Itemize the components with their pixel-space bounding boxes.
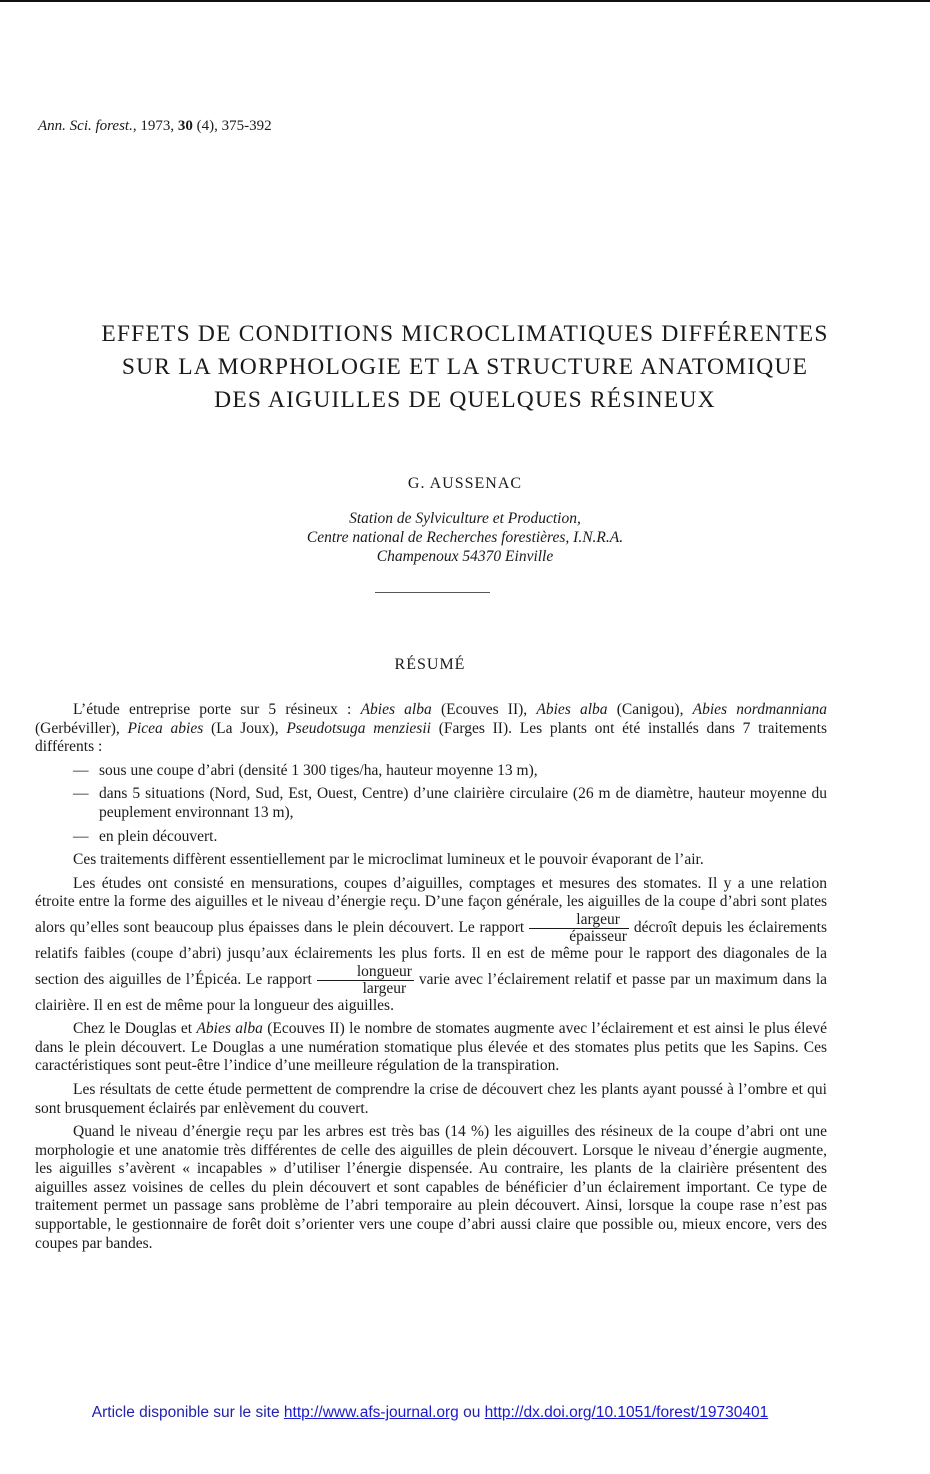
dash-bullet: — [73,785,89,803]
fraction-denominator: épaisseur [569,927,627,945]
list-item [35,785,827,822]
affiliation-line-1: Station de Sylviculture et Production, [349,510,581,527]
dash-bullet: — [73,827,89,845]
text-run: (Ecouves II) le nombre de stomates augmente avec l’éclairement et est ainsi le plus élevé dans le plein découvert. Le Douglas a une numération stomatique plus élevée et des stomates plus petits que les Sapins. Ces caractéristiques sont peut-être l’indice d’une meilleure régulation de la transpiration. [35,1020,827,1075]
dash-bullet: — [73,761,89,779]
citation-volume: 30 [177,118,193,134]
species-name: Pseudotsuga menziesii [286,719,431,737]
text-run: Chez le Douglas et [73,1020,197,1038]
text-run: (Gerbéviller), [35,719,128,737]
author-affiliation [0,509,930,566]
citation-year: , 1973, [132,118,178,134]
separator-rule [375,592,490,593]
resume-body [35,701,827,1258]
ratio-fraction [529,912,629,945]
species-name: Picea abies [127,719,204,737]
fraction-denominator: largeur [362,979,407,997]
text-run: (Farges II). Les plants ont été installés dans 7 traitements différents : [35,719,828,756]
footer-text: ou [458,1404,485,1421]
title-line-3: DES AIGUILLES DE QUELQUES RÉSINEUX [214,387,716,413]
footer-text: Article disponible sur le site [91,1404,284,1421]
affiliation-line-2: Centre national de Recherches forestières, I.N.R.A. [306,529,624,546]
text-run: (Ecouves II), [431,701,537,718]
list-item [35,828,827,847]
fraction-numerator: largeur [529,912,629,929]
article-title [30,318,900,417]
text-run: varie avec l’éclairement relatif et passe par un maximum dans la clairière. Il en est de même pour la longueur des aiguilles. [35,970,828,1014]
paragraph-3 [35,875,827,1015]
doi-link[interactable]: http://dx.doi.org/10.1051/forest/19730401 [484,1404,769,1421]
text-run: L’étude entreprise porte sur 5 résineux : [73,701,361,718]
text-run: (Canigou), [607,701,693,718]
availability-footer [0,1404,860,1422]
journal-site-link[interactable]: http://www.afs-journal.org [283,1404,459,1421]
text-run: (La Joux), [203,719,287,737]
title-line-1: EFFETS DE CONDITIONS MICROCLIMATIQUES DIFFÉRENTES [101,321,829,347]
list-item-text: en plein découvert. [99,827,218,845]
list-item-text: dans 5 situations (Nord, Sud, Est, Ouest, Centre) d’une clairière circulaire (26 m de diamètre, hauteur moyenne du peuplement environnant 13 m), [99,785,827,821]
fraction-numerator: longueur [317,964,414,981]
species-name: Abies alba [360,701,432,718]
paragraph-2: Ces traitements diffèrent essentiellement par le microclimat lumineux et le pouvoir évaporant de l’air. [73,851,704,869]
text-run: Les études ont consisté en mensurations, coupes d’aiguilles, comptages et mesures des stomates. Il y a une relation étroite entre la forme des aiguilles et le niveau d’énergie reçu. D’une façon générale, les aiguilles de la coupe d’abri sont plates alors qu’elles sont beaucoup plus épaisses dans le plein découvert. Le rapport [35,874,827,936]
paragraph-5: Les résultats de cette étude permettent de comprendre la crise de découvert chez les plants ayant poussé à l’ombre et qui sont brusquement éclairés par enlèvement du couvert. [35,1080,827,1117]
resume-heading: RÉSUMÉ [394,656,466,673]
citation-issue-pages: (4), 375-392 [192,118,272,134]
species-name: Abies alba [536,701,608,718]
top-rule [0,0,930,2]
author-name: G. AUSSENAC [407,475,523,492]
paragraph-4 [35,1020,827,1076]
paragraph-1 [35,701,827,757]
list-item-text: sous une coupe d’abri (densité 1 300 tiges/ha, hauteur moyenne 13 m), [99,761,538,779]
list-item [35,762,827,781]
journal-citation [38,118,272,135]
paragraph-6: Quand le niveau d’énergie reçu par les arbres est très bas (14 %) les aiguilles des résineux de la coupe d’abri ont une morphologie et une anatomie très différentes de celle des aiguilles de plein découvert. Lorsque le niveau d’énergie augmente, les aiguilles s’avèrent « incapables » d’utiliser l’énergie dispensée. Au contraire, les plants de la clairière présentent des aiguilles assez voisines de celles du plein découvert et sont capables de bénéficier d’un éclairement important. Ce type de traitement permet un passage sans problème de l’abri temporaire au plein découvert. Ainsi, lorsque la coupe rase n’est pas supportable, le gestionnaire de forêt doit s’orienter vers une coupe d’abri aussi claire que possible ou, mieux encore, vers des coupes par bandes. [35,1123,827,1252]
species-name: Abies nordmanniana [692,701,827,718]
species-name: Abies alba [196,1020,263,1038]
text-run: décroît depuis les éclairements relatifs faibles (coupe d’abri) jusqu’aux éclairements les plus forts. Il en est de même pour le rapport des diagonales de la section des aiguilles de l’Épicéa. Le rapport [35,919,827,988]
title-line-2: SUR LA MORPHOLOGIE ET LA STRUCTURE ANATOMIQUE [121,354,809,380]
ratio-fraction [317,964,414,997]
affiliation-line-3: Champenoux 54370 Einville [376,548,554,565]
journal-name: Ann. Sci. forest. [38,118,133,134]
